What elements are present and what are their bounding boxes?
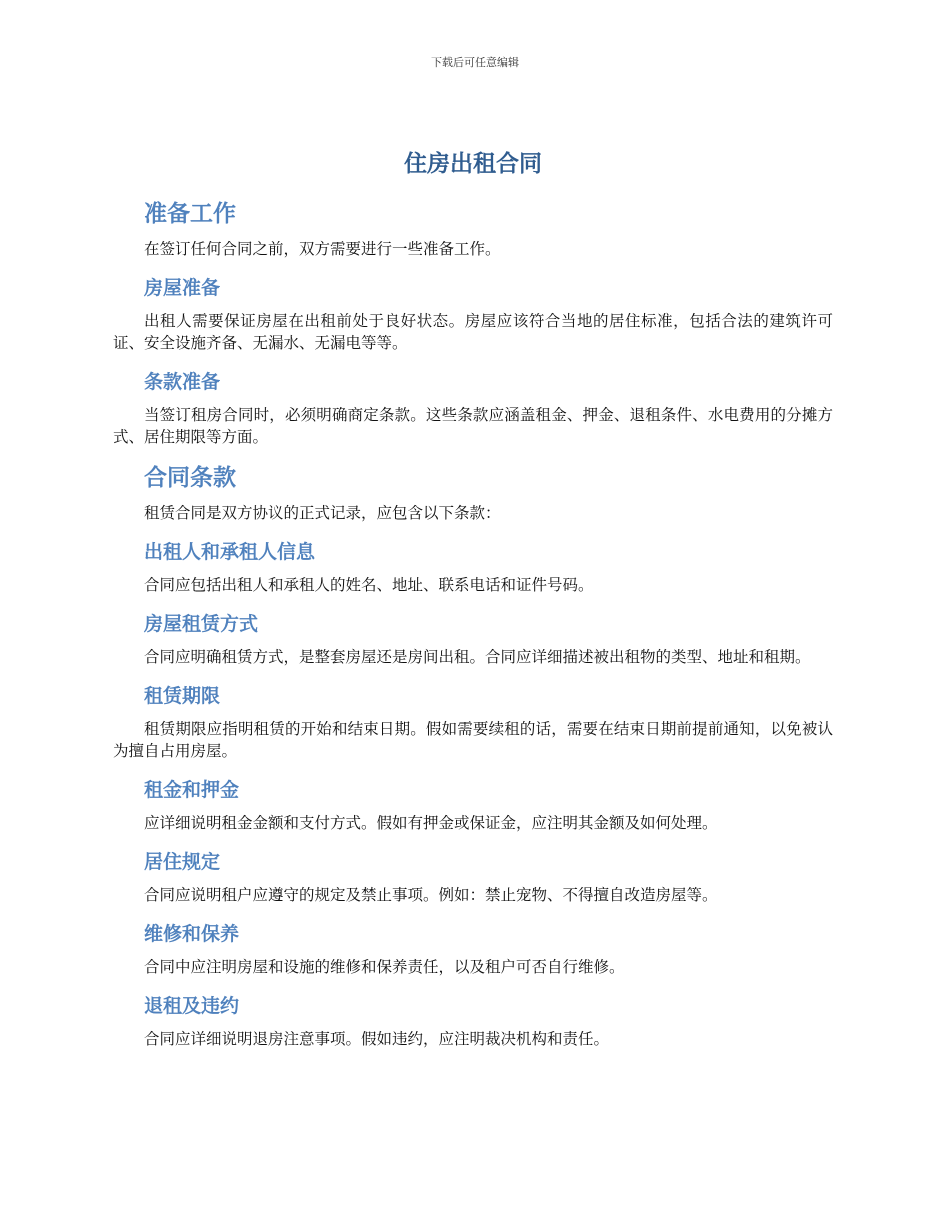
terms-preparation-text: 当签订租房合同时，必须明确商定条款。这些条款应涵盖租金、押金、退租条件、水电费用的分摊方式、居住期限等方面。 [113,406,833,446]
document-body [113,144,833,1060]
heading-contract-terms: 合同条款 [144,465,236,491]
heading-termination: 退租及违约 [144,995,240,1017]
heading-terms-preparation: 条款准备 [144,371,221,393]
maintenance-text: 合同中应注明房屋和设施的维修和保养责任，以及租户可否自行维修。 [144,958,625,976]
house-preparation-text: 出租人需要保证房屋在出租前处于良好状态。房屋应该符合当地的居住标准，包括合法的建筑许可证、安全设施齐备、无漏水、无漏电等等。 [113,312,833,352]
heading-lease-method: 房屋租赁方式 [144,613,259,635]
heading-lease-period: 租赁期限 [144,685,221,707]
heading-rent-deposit: 租金和押金 [144,779,240,801]
termination-text: 合同应详细说明退房注意事项。假如违约，应注明裁决机构和责任。 [144,1030,610,1048]
rent-deposit-text: 应详细说明租金金额和支付方式。假如有押金或保证金，应注明其金额及如何处理。 [144,814,718,832]
heading-preparation: 准备工作 [144,201,236,227]
lease-method-text: 合同应明确租赁方式，是整套房屋还是房间出租。合同应详细描述被出租物的类型、地址和租期。 [144,648,811,666]
heading-maintenance: 维修和保养 [144,923,240,945]
heading-living-rules: 居住规定 [144,851,221,873]
lease-period-text: 租赁期限应指明租赁的开始和结束日期。假如需要续租的话，需要在结束日期前提前通知，以免被认为擅自占用房屋。 [113,720,833,760]
contract-terms-intro: 租赁合同是双方协议的正式记录，应包含以下条款： [144,504,501,522]
parties-info-text: 合同应包括出租人和承租人的姓名、地址、联系电话和证件号码。 [144,576,594,594]
document-title: 住房出租合同 [404,151,542,177]
heading-house-preparation: 房屋准备 [144,277,221,299]
preparation-intro: 在签订任何合同之前，双方需要进行一些准备工作。 [144,240,501,258]
header-note: 下载后可任意编辑 [431,56,519,69]
heading-parties-info: 出租人和承租人信息 [144,541,316,563]
living-rules-text: 合同应说明租户应遵守的规定及禁止事项。例如：禁止宠物、不得擅自改造房屋等。 [144,886,718,904]
